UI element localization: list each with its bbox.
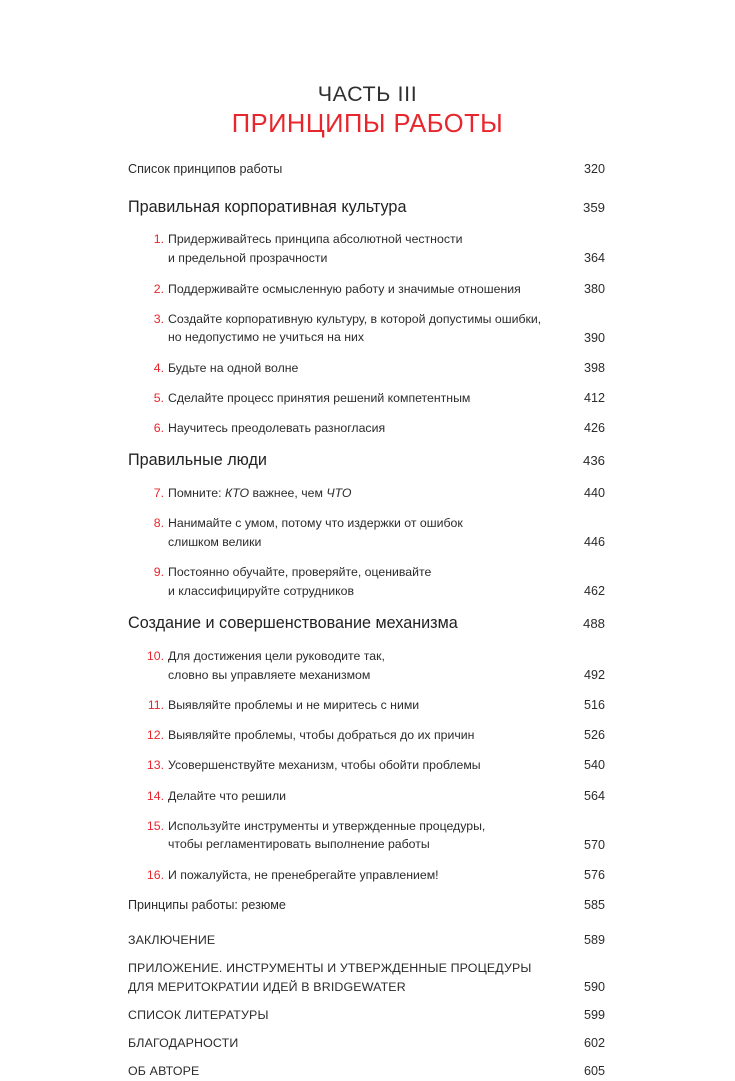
toc-principle-page: 398 xyxy=(583,360,605,375)
toc-principle-body xyxy=(128,756,559,775)
toc-principle-item[interactable] xyxy=(128,389,605,408)
toc-principle-body xyxy=(128,230,559,267)
toc-section-heading-label: Правильные люди xyxy=(128,451,267,470)
toc-principle-body xyxy=(128,787,559,806)
toc-principle-text xyxy=(168,359,559,378)
toc-backmatter-body xyxy=(128,959,559,996)
toc-principle-text xyxy=(168,419,559,438)
toc-principle-number: 6. xyxy=(153,421,164,436)
toc-principle-number: 15. xyxy=(146,818,164,833)
toc-principle-body xyxy=(128,817,559,854)
toc-backmatter-line1: ПРИЛОЖЕНИЕ. ИНСТРУМЕНТЫ И УТВЕРЖДЕННЫЕ ПРОЦЕДУРЫ xyxy=(128,961,532,976)
toc-principle-text xyxy=(168,514,559,551)
toc-principle-text xyxy=(168,787,559,806)
toc-principle-line1: Научитесь преодолевать разногласия xyxy=(168,421,386,436)
toc-principle-item[interactable] xyxy=(128,310,605,348)
toc-backmatter-line1: ЗАКЛЮЧЕНИЕ xyxy=(128,933,216,948)
toc-backmatter-page: 605 xyxy=(583,1063,605,1078)
toc-principle-line2: словно вы управляете механизмом xyxy=(168,667,371,682)
toc-principle-number: 16. xyxy=(146,867,164,882)
toc-principle-line1: Создайте корпоративную культуру, в которой допустимы ошибки, xyxy=(168,311,542,326)
toc-principle-page: 380 xyxy=(583,281,605,296)
part-title: ПРИНЦИПЫ РАБОТЫ xyxy=(231,110,504,139)
toc-principle-item[interactable] xyxy=(128,787,605,806)
part-label: ЧАСТЬ III xyxy=(317,82,418,106)
toc-principle-number: 5. xyxy=(153,390,164,405)
toc-principle-line2: и классифицируйте сотрудников xyxy=(168,583,355,598)
toc-principle-text xyxy=(168,817,559,854)
toc-principle-body xyxy=(128,359,559,378)
toc-principle-page: 564 xyxy=(583,788,605,803)
toc-principle-line1: Поддерживайте осмысленную работу и значимые отношения xyxy=(168,281,521,296)
toc-principle-page: 390 xyxy=(583,330,605,345)
toc-section-heading-page: 436 xyxy=(582,453,605,469)
toc-section-heading-label: Создание и совершенствование механизма xyxy=(128,614,458,633)
toc-principle-item[interactable] xyxy=(128,359,605,378)
toc-principle-line1: Используйте инструменты и утвержденные процедуры, xyxy=(168,818,486,833)
toc-principle-page: 426 xyxy=(583,421,605,436)
toc-backmatter-entry[interactable] xyxy=(128,1006,605,1025)
toc-entry-summary[interactable] xyxy=(128,896,605,914)
toc-principle-item[interactable] xyxy=(128,514,605,552)
toc-principle-page: 526 xyxy=(583,728,605,743)
toc-principle-number: 13. xyxy=(146,758,164,773)
toc-principle-line1: Будьте на одной волне xyxy=(168,360,299,375)
toc-principle-body xyxy=(128,280,559,299)
toc-backmatter-line1: ОБ АВТОРЕ xyxy=(128,1063,200,1078)
toc-principle-page: 540 xyxy=(583,758,605,773)
toc-backmatter-line1: БЛАГОДАРНОСТИ xyxy=(128,1035,239,1050)
toc-backmatter-text xyxy=(128,933,215,947)
toc-principle-body xyxy=(128,389,559,408)
toc-entry-page: 320 xyxy=(583,162,605,177)
toc-principle-text xyxy=(168,310,559,347)
toc-principle-number: 4. xyxy=(153,360,164,375)
toc-principle-item[interactable] xyxy=(128,756,605,775)
toc-section-heading-page: 359 xyxy=(582,199,605,215)
toc-principle-text xyxy=(168,866,559,885)
toc-principle-page: 462 xyxy=(583,584,605,599)
toc-principle-item[interactable] xyxy=(128,484,605,503)
toc-entry-label: Список принципов работы xyxy=(128,162,283,177)
toc-entry-label: Принципы работы: резюме xyxy=(128,897,286,912)
toc-principle-line2: но недопустимо не учиться на них xyxy=(168,330,365,345)
toc-principle-line1: Сделайте процесс принятия решений компетентным xyxy=(168,390,471,405)
toc-principle-body xyxy=(128,514,559,551)
toc-principle-page: 492 xyxy=(583,668,605,682)
toc-principle-line1: Нанимайте с умом, потому что издержки от ошибок xyxy=(168,516,463,531)
toc-principle-body xyxy=(128,484,559,503)
toc-principle-text xyxy=(168,230,559,267)
toc-principle-body xyxy=(128,419,559,438)
toc-principle-page: 446 xyxy=(583,535,605,550)
toc-sections xyxy=(128,196,605,885)
toc-principle-line1: Помните: КТО важнее, чем ЧТО xyxy=(168,485,352,500)
toc-section-heading[interactable] xyxy=(128,449,605,472)
toc-principle-number: 1. xyxy=(153,232,164,247)
toc-backmatter-page: 602 xyxy=(583,1035,605,1050)
toc-principle-text xyxy=(168,756,559,775)
toc-principle-body xyxy=(128,866,559,885)
toc-principle-text xyxy=(168,647,559,684)
toc-backmatter-text xyxy=(128,1036,238,1050)
toc-backmatter-entry[interactable] xyxy=(128,959,605,997)
toc-backmatter-page: 590 xyxy=(583,980,605,995)
toc-backmatter-text xyxy=(128,1064,199,1078)
toc-principle-text xyxy=(168,389,559,408)
toc-backmatter-body xyxy=(128,1006,559,1025)
toc-principle-line1: Выявляйте проблемы и не миритесь с ними xyxy=(168,698,420,713)
toc-backmatter-entry[interactable] xyxy=(128,1062,605,1081)
toc-section-heading-page: 488 xyxy=(582,616,605,632)
toc-backmatter-line2: ДЛЯ МЕРИТОКРАТИИ ИДЕЙ В BRIDGEWATER xyxy=(128,979,406,994)
toc-principle-line1: Выявляйте проблемы, чтобы добраться до их причин xyxy=(168,728,475,743)
toc-principle-body xyxy=(128,696,559,715)
toc-principle-item[interactable] xyxy=(128,280,605,299)
toc-principle-text xyxy=(168,563,559,600)
toc-backmatter-page: 589 xyxy=(583,933,605,948)
toc-principle-page: 516 xyxy=(583,698,605,713)
toc-backmatter-text xyxy=(128,961,559,996)
toc-principle-number: 2. xyxy=(153,281,164,296)
toc-principle-line1: Делайте что решили xyxy=(168,788,287,803)
toc-section-heading-label: Правильная корпоративная культура xyxy=(128,197,407,216)
toc-entry-intro[interactable] xyxy=(128,160,605,178)
toc-principle-page: 570 xyxy=(583,837,605,852)
toc-principle-line1: Постоянно обучайте, проверяйте, оценивайте xyxy=(168,565,432,580)
toc-principle-number: 7. xyxy=(153,485,164,500)
toc-section-heading[interactable] xyxy=(128,196,605,219)
toc-backmatter-entry[interactable] xyxy=(128,1034,605,1053)
toc-principle-body xyxy=(128,726,559,745)
toc-principle-page: 440 xyxy=(583,485,605,500)
toc-principle-item[interactable] xyxy=(128,230,605,268)
toc-principle-page: 576 xyxy=(583,867,605,882)
toc-principle-number: 11. xyxy=(147,698,164,713)
toc-principle-item[interactable] xyxy=(128,696,605,715)
toc-principle-number: 9. xyxy=(153,565,164,580)
toc-entry-page: 585 xyxy=(583,897,605,912)
toc-principle-number: 12. xyxy=(146,728,164,743)
toc-principle-number: 3. xyxy=(153,311,164,326)
toc-principle-line2: и предельной прозрачности xyxy=(168,251,328,266)
toc-principle-page: 412 xyxy=(583,390,605,405)
toc-principle-item[interactable] xyxy=(128,563,605,601)
toc-backmatter-line1: СПИСОК ЛИТЕРАТУРЫ xyxy=(128,1008,269,1023)
toc-principle-line1: Для достижения цели руководите так, xyxy=(168,649,385,663)
toc-principle-item[interactable] xyxy=(128,647,605,685)
toc-principle-body xyxy=(128,563,559,600)
toc-principle-text xyxy=(168,696,559,715)
toc-principle-text xyxy=(168,484,559,503)
toc-principle-item[interactable] xyxy=(128,817,605,855)
toc-principle-line1: Придерживайтесь принципа абсолютной честности xyxy=(168,232,463,247)
toc-section-heading[interactable] xyxy=(128,612,605,635)
part-title-block xyxy=(0,0,735,140)
toc-principle-number: 8. xyxy=(153,516,164,531)
toc-principle-item[interactable] xyxy=(128,726,605,745)
toc-principle-line1: И пожалуйста, не пренебрегайте управлением! xyxy=(168,867,439,882)
toc-principle-line2: слишком велики xyxy=(168,534,262,549)
toc-backmatter-body xyxy=(128,1062,559,1081)
toc-principle-body xyxy=(128,310,559,347)
toc-principle-item[interactable] xyxy=(128,866,605,885)
toc-backmatter-body xyxy=(128,1034,559,1053)
toc-backmatter-entry[interactable] xyxy=(128,931,605,950)
toc-backmatter xyxy=(128,931,605,1080)
toc-backmatter-body xyxy=(128,931,559,950)
toc-principle-page: 364 xyxy=(583,251,605,266)
toc-principle-number: 10. xyxy=(146,649,164,663)
toc-backmatter-text xyxy=(128,1008,269,1022)
toc-principle-item[interactable] xyxy=(128,419,605,438)
toc-backmatter-page: 599 xyxy=(583,1008,605,1023)
table-of-contents xyxy=(0,160,735,1080)
toc-principle-line1: Усовершенствуйте механизм, чтобы обойти проблемы xyxy=(168,758,481,773)
toc-principle-text xyxy=(168,280,559,299)
toc-principle-body xyxy=(128,647,559,684)
toc-principle-number: 14. xyxy=(146,788,164,803)
toc-principle-line2: чтобы регламентировать выполнение работы xyxy=(168,837,430,852)
toc-principle-text xyxy=(168,726,559,745)
